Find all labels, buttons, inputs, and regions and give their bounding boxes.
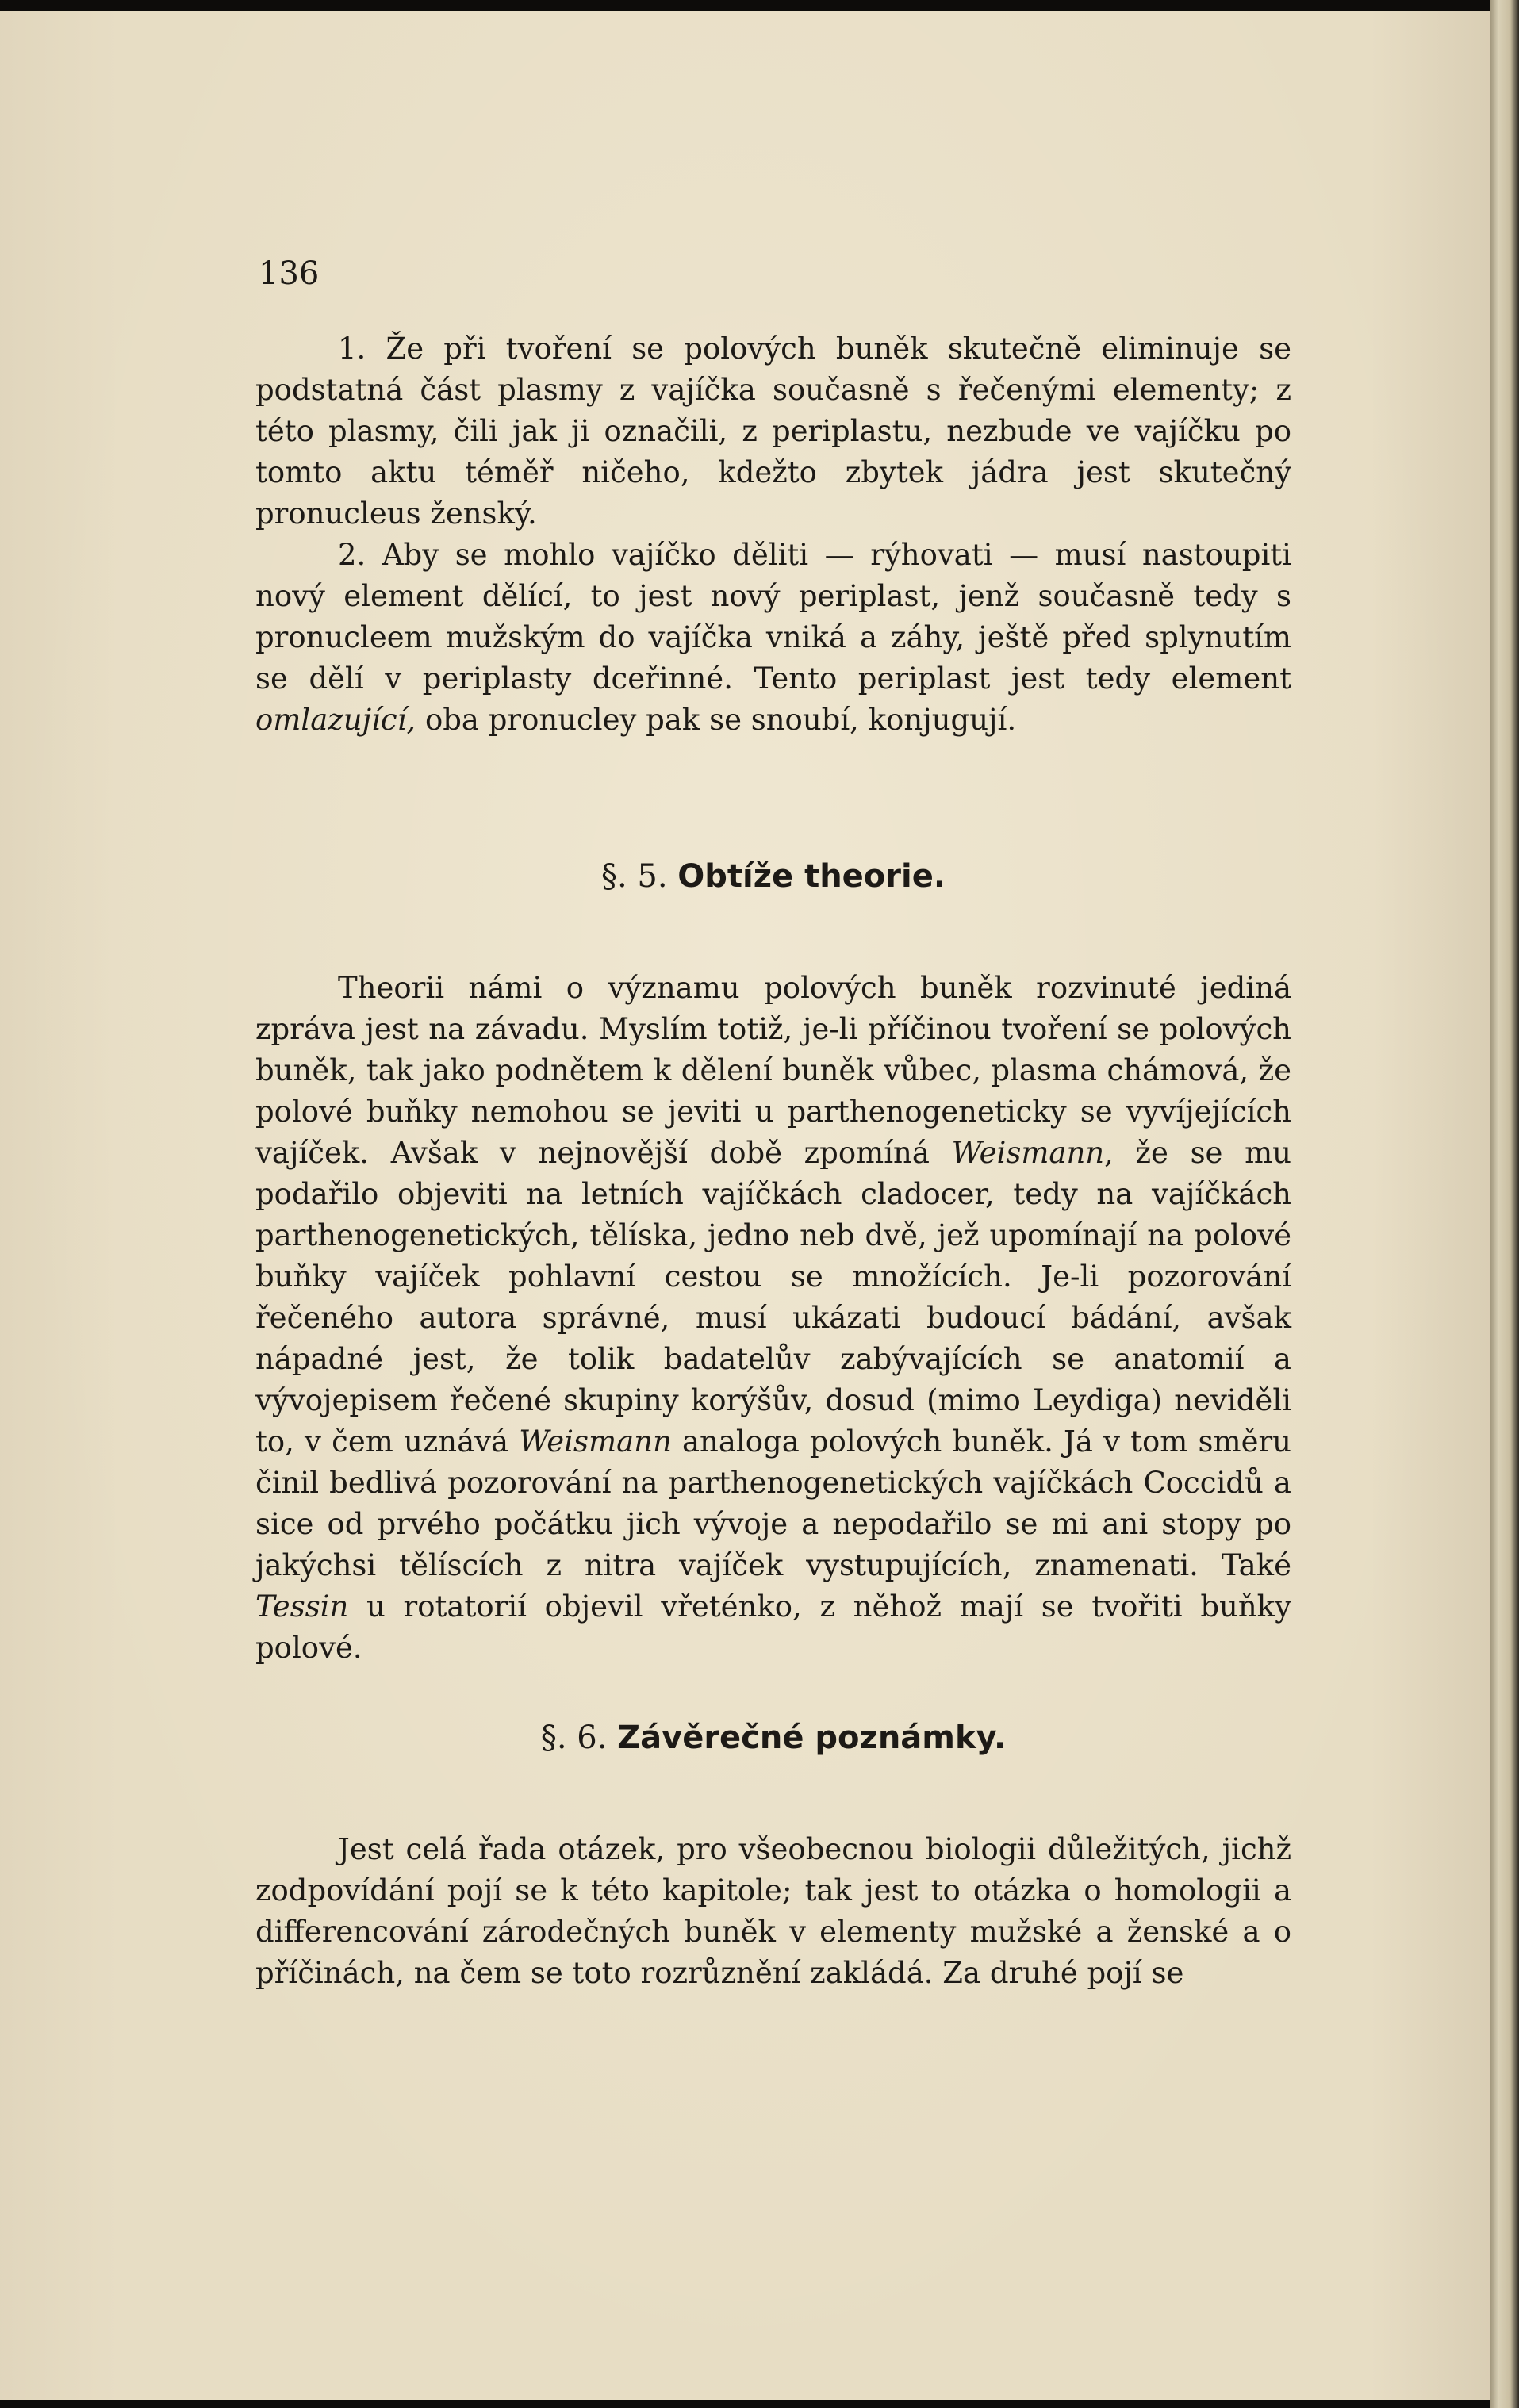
section-6-body <box>255 1829 1291 1994</box>
section-5-title: Obtíže theorie. <box>677 858 946 895</box>
item-2-text-start: 2. Aby se mohlo vajíčko děliti — rýhovati — musí nastoupiti nový element dělící, to jest nový periplast, jenž současně tedy s pronucleem mužským do vajíčka vniká a záhy, ještě před splynutím se dělí v periplasty dceřinné. Tento periplast jest tedy element <box>255 538 1291 696</box>
s5-text-1: Theorii námi o významu polových buněk rozvinuté jediná zpráva jest na závadu. Myslím totiž, je-li příčinou tvoření se polových buněk, tak jako podnětem k dělení buněk vůbec, plasma chámová, že polové buňky nemohou se jeviti u parthenogeneticky se vyvíjejících vajíček. Avšak v nejnovější době zpomíná <box>255 971 1291 1170</box>
section-6-heading <box>255 1720 1291 1756</box>
numbered-paragraphs <box>255 328 1291 741</box>
paragraph-item-1: 1. Že při tvoření se polových buněk skutečně eliminuje se podstatná část plasmy z vajíčka současně s řečenými elementy; z této plasmy, čili jak ji označili, z periplastu, nezbude ve vajíčku po tomto aktu téměř ničeho, kdežto zbytek jádra jest skutečný pronucleus ženský. <box>255 332 1291 531</box>
page-edge <box>1490 0 1519 2408</box>
section-5-paragraph <box>255 968 1291 1669</box>
section-5-body <box>255 968 1291 1669</box>
page-number: 136 <box>259 255 320 292</box>
item-2-text-end: oba pronucley pak se snoubí, konjugují. <box>416 703 1017 737</box>
item-2-italic-term: omlazující, <box>255 703 416 737</box>
section-6-title: Závěrečné poznámky. <box>617 1720 1007 1756</box>
s5-text-2: , že se mu podařilo objeviti na letních vajíčkách cladocer, tedy na vajíčkách parthenogenetických, tělíska, jedno neb dvě, jež upomínají na polové buňky vajíček pohlavní cestou se množících. Je-li pozorování řečeného autora správné, musí ukázati budoucí bádání, avšak nápadné jest, že tolik badatelův zabývajících se anatomií a vývojepisem řečené skupiny korýšův, dosud (mimo Leydiga) neviděli to, v čem uznává <box>255 1136 1291 1459</box>
author-weismann-1: Weismann <box>951 1136 1105 1170</box>
paragraph-item-2 <box>255 535 1291 741</box>
book-page <box>0 11 1490 2400</box>
section-5-number: §. 5. <box>600 858 668 895</box>
section-5-heading <box>255 858 1291 895</box>
author-tessin: Tessin <box>255 1589 349 1624</box>
s5-text-3: analoga polových buněk. Já v tom směru činil bedlivá pozorování na parthenogenetických vajíčkách Coccidů a sice od prvého počátku jich vývoje a nepodařilo se mi ani stopy po jakýchsi tělíscích z nitra vajíček vystupujících, znamenati. Také <box>255 1424 1291 1582</box>
section-6-number: §. 6. <box>540 1720 608 1756</box>
s5-text-4: u rotatorií objevil vřeténko, z něhož mají se tvořiti buňky polové. <box>255 1589 1291 1665</box>
section-6-paragraph: Jest celá řada otázek, pro všeobecnou biologii důležitých, jichž zodpovídání pojí se k této kapitole; tak jest to otázka o homologii a differencování zárodečných buněk v elementy mužské a ženské a o příčinách, na čem se toto rozrůznění zakládá. Za druhé pojí se <box>255 1832 1291 1990</box>
author-weismann-2: Weismann <box>519 1424 672 1459</box>
